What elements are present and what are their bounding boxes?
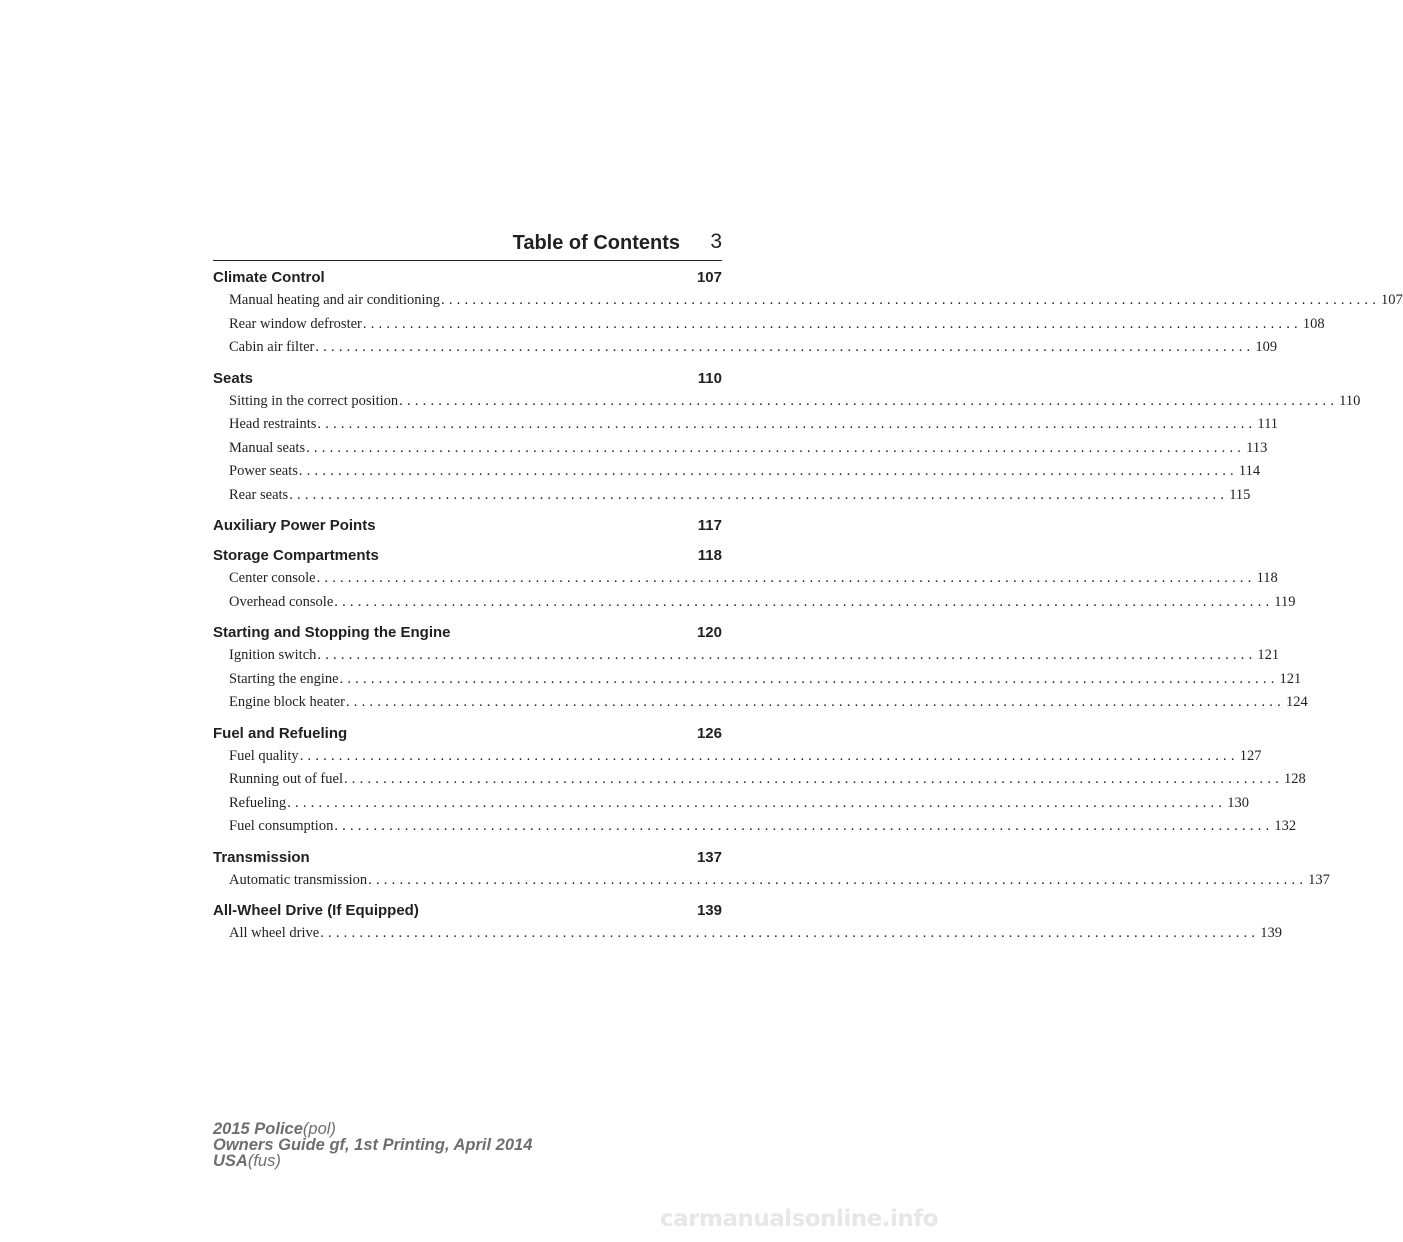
dot-leader: ........................................................................................................................ <box>399 392 1339 409</box>
entry-title: Manual heating and air conditioning <box>229 292 441 308</box>
footer-line-2: Owners Guide gf, 1st Printing, April 2014 <box>213 1136 533 1154</box>
footer-market-code: (fus) <box>247 1152 281 1170</box>
entry-title: Manual seats <box>229 439 306 456</box>
entry-title: Rear window defroster <box>229 315 362 332</box>
toc-section-heading[interactable] <box>213 722 722 745</box>
dot-leader: ........................................................................................................................ <box>317 416 1257 432</box>
entry-page-number: 137 <box>1308 871 1330 888</box>
entry-page-number: 115 <box>1229 486 1251 503</box>
toc-section-heading[interactable] <box>213 846 722 869</box>
toc-entry[interactable] <box>213 336 1278 360</box>
entry-title: Overhead console <box>229 593 334 610</box>
entry-page-number: 128 <box>1283 771 1306 787</box>
toc-entry[interactable] <box>213 668 1302 692</box>
toc-entry[interactable] <box>213 815 1297 839</box>
toc-entry[interactable] <box>213 567 1278 591</box>
entry-page-number: 107 <box>1381 292 1403 308</box>
entry-page-number: 139 <box>1260 925 1282 941</box>
dot-leader: ........................................................................................................................ <box>320 925 1260 941</box>
footer-model-code: (pol) <box>302 1120 336 1138</box>
watermark: carmanualsonline.info <box>660 1206 939 1232</box>
entry-page-number: 108 <box>1302 315 1325 332</box>
toc-entry[interactable] <box>213 792 1249 816</box>
section-title: All-Wheel Drive (If Equipped) <box>213 902 419 919</box>
toc-entry[interactable] <box>213 768 1306 792</box>
entry-title: Sitting in the correct position <box>229 392 399 409</box>
dot-leader: ........................................................................................................................ <box>289 486 1229 503</box>
section-title: Storage Compartments <box>213 547 379 564</box>
section-page-number: 120 <box>696 624 722 641</box>
entry-page-number: 119 <box>1274 593 1296 610</box>
section-page-number: 110 <box>697 369 722 387</box>
toc-section-heading[interactable] <box>213 544 722 567</box>
dot-leader: ........................................................................................................................ <box>298 463 1238 479</box>
dot-leader: ........................................................................................................................ <box>306 439 1246 456</box>
section-title: Seats <box>213 369 254 387</box>
toc-entry[interactable] <box>213 484 1251 508</box>
dot-leader: ........................................................................................................................ <box>316 570 1256 586</box>
entry-title: Fuel quality <box>229 747 299 764</box>
toc-section <box>213 846 1330 893</box>
dot-leader: ........................................................................................................................ <box>315 339 1255 355</box>
table-of-contents <box>213 266 1403 953</box>
section-title: Fuel and Refueling <box>213 724 348 742</box>
section-page-number: 117 <box>697 517 722 534</box>
section-title: Transmission <box>213 848 310 866</box>
dot-leader: ........................................................................................................................ <box>441 292 1381 308</box>
toc-entry[interactable] <box>213 745 1262 769</box>
footer-model: 2015 Police <box>213 1120 303 1138</box>
footer-line-3 <box>213 1153 532 1169</box>
section-page-number: 118 <box>697 547 722 564</box>
dot-leader: ........................................................................................................................ <box>287 794 1227 811</box>
dot-leader: ........................................................................................................................ <box>345 694 1285 710</box>
section-page-number: 126 <box>696 724 722 742</box>
footer-market: USA <box>213 1152 248 1170</box>
entry-title: Engine block heater <box>229 694 345 710</box>
entry-title: Running out of fuel <box>229 771 343 787</box>
entry-page-number: 118 <box>1256 570 1278 586</box>
entry-page-number: 121 <box>1279 670 1302 687</box>
toc-entry[interactable] <box>213 591 1296 615</box>
entry-title: Center console <box>229 570 316 586</box>
toc-entry[interactable] <box>213 460 1261 484</box>
entry-page-number: 111 <box>1257 416 1279 432</box>
document-footer <box>213 1121 532 1169</box>
toc-section-heading[interactable] <box>213 621 722 644</box>
section-title: Starting and Stopping the Engine <box>213 624 451 641</box>
entry-page-number: 124 <box>1285 694 1308 710</box>
toc-section <box>213 367 1361 508</box>
entry-page-number: 121 <box>1257 647 1280 663</box>
section-page-number: 139 <box>696 902 722 919</box>
entry-title: Refueling <box>229 794 287 811</box>
toc-section <box>213 722 1306 839</box>
entry-title: Automatic transmission <box>229 871 368 888</box>
entry-title: Rear seats <box>229 486 289 503</box>
dot-leader: ........................................................................................................................ <box>368 871 1308 888</box>
toc-entry[interactable] <box>213 437 1268 461</box>
section-title: Climate Control <box>213 269 325 286</box>
entry-page-number: 110 <box>1339 392 1361 409</box>
entry-title: Ignition switch <box>229 647 317 663</box>
entry-page-number: 109 <box>1255 339 1278 355</box>
toc-section <box>213 544 1296 614</box>
dot-leader: ........................................................................................................................ <box>334 593 1274 610</box>
toc-section <box>213 899 1282 946</box>
toc-entry[interactable] <box>213 869 1330 893</box>
entry-title: Fuel consumption <box>229 818 334 834</box>
section-page-number: 107 <box>696 269 722 286</box>
toc-section <box>213 621 1308 715</box>
dot-leader: ........................................................................................................................ <box>317 647 1257 663</box>
entry-page-number: 113 <box>1246 439 1268 456</box>
entry-page-number: 132 <box>1274 818 1297 834</box>
footer-line-1 <box>213 1121 532 1137</box>
toc-entry[interactable] <box>213 644 1280 668</box>
entry-title: Starting the engine <box>229 670 339 687</box>
toc-section-heading[interactable] <box>213 514 722 537</box>
toc-section <box>213 514 722 537</box>
page-title: Table of Contents <box>512 232 680 254</box>
toc-entry[interactable] <box>213 413 1279 437</box>
page-header <box>213 228 722 261</box>
toc-entry[interactable] <box>213 922 1282 946</box>
dot-leader: ........................................................................................................................ <box>339 670 1279 687</box>
toc-entry[interactable] <box>213 691 1308 715</box>
entry-page-number: 114 <box>1238 463 1261 479</box>
toc-section-heading[interactable] <box>213 266 722 289</box>
dot-leader: ........................................................................................................................ <box>299 747 1239 764</box>
entry-title: All wheel drive <box>229 925 320 941</box>
toc-section-heading[interactable] <box>213 367 722 390</box>
dot-leader: ........................................................................................................................ <box>343 771 1283 787</box>
toc-entry[interactable] <box>213 313 1325 337</box>
section-title: Auxiliary Power Points <box>213 517 376 534</box>
entry-title: Head restraints <box>229 416 317 432</box>
entry-page-number: 127 <box>1239 747 1262 764</box>
toc-entry[interactable] <box>213 390 1361 414</box>
entry-title: Cabin air filter <box>229 339 315 355</box>
toc-section-heading[interactable] <box>213 899 722 922</box>
entry-page-number: 130 <box>1227 794 1249 811</box>
toc-entry[interactable] <box>213 289 1403 313</box>
entry-title: Power seats <box>229 463 298 479</box>
section-page-number: 137 <box>696 848 722 866</box>
dot-leader: ........................................................................................................................ <box>334 818 1274 834</box>
page-number: 3 <box>710 230 722 253</box>
toc-section <box>213 266 1403 360</box>
dot-leader: ........................................................................................................................ <box>362 315 1302 332</box>
